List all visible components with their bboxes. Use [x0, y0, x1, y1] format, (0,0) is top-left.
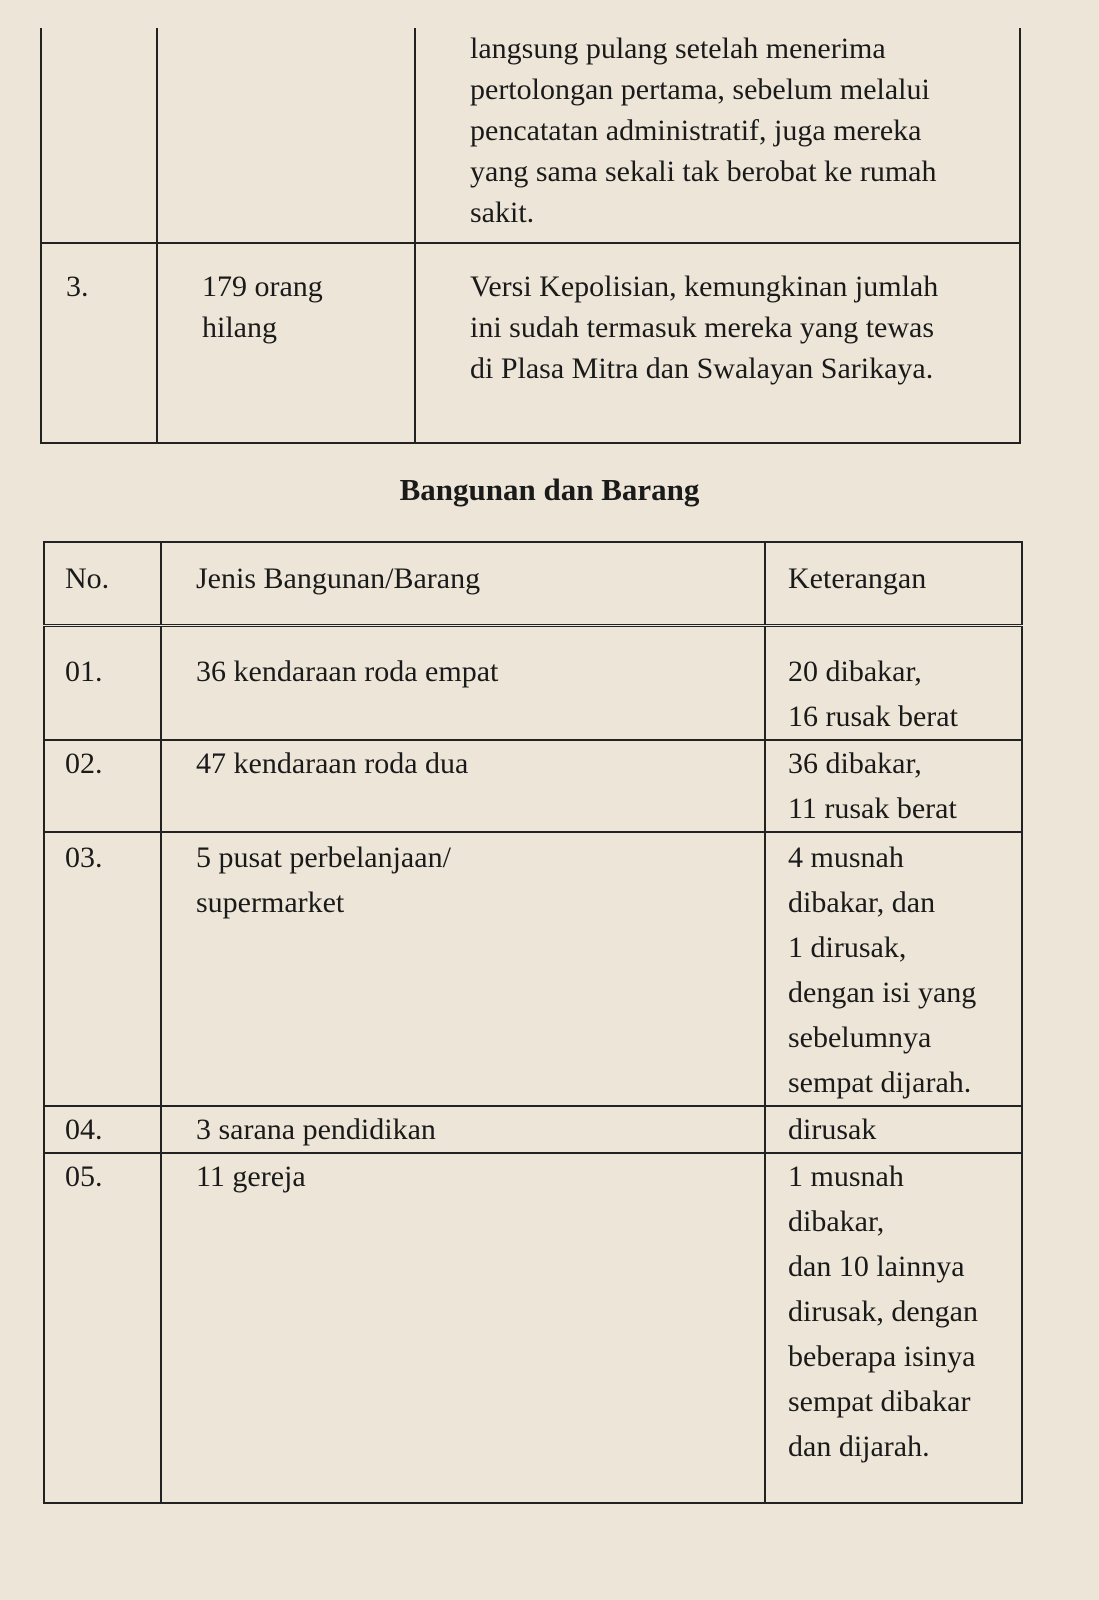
- header-note: Keterangan: [765, 542, 1022, 626]
- note-line: 4 musnah: [788, 841, 904, 874]
- row-number: 02.: [44, 740, 161, 832]
- row-number: 3.: [41, 243, 157, 443]
- count-line: hilang: [202, 311, 277, 344]
- note-line: sempat dibakar: [788, 1385, 971, 1418]
- row-note: [765, 832, 1022, 1106]
- row-count: [157, 243, 415, 443]
- table-row: [44, 740, 1022, 832]
- item-line: 47 kendaraan roda dua: [196, 747, 469, 780]
- note-line: sakit.: [470, 196, 535, 229]
- row-note: [415, 243, 1020, 443]
- table-row: [44, 626, 1022, 741]
- note-line: sebelumnya: [788, 1021, 932, 1054]
- note-line: dibakar,: [788, 1205, 885, 1238]
- item-line: 3 sarana pendidikan: [196, 1113, 436, 1146]
- note-line: 11 rusak berat: [788, 792, 957, 825]
- note-line: dengan isi yang: [788, 976, 977, 1009]
- buildings-table: [43, 541, 1023, 1504]
- row-item: [161, 740, 765, 832]
- note-line: yang sama sekali tak berobat ke rumah: [470, 155, 937, 188]
- section-heading: Bangunan dan Barang: [399, 472, 700, 507]
- header-item: Jenis Bangunan/Barang: [161, 542, 765, 626]
- table-row: [41, 243, 1020, 443]
- header-no: No.: [44, 542, 161, 626]
- note-line: sempat dijarah.: [788, 1066, 972, 1099]
- note-line: pertolongan pertama, sebelum melalui: [470, 73, 930, 106]
- row-note: [765, 1106, 1022, 1153]
- row-number: 01.: [44, 626, 161, 741]
- note-line: dan dijarah.: [788, 1430, 930, 1463]
- row-item: [161, 832, 765, 1106]
- note-line: dirusak, dengan: [788, 1295, 978, 1328]
- note-line: 1 musnah: [788, 1160, 904, 1193]
- row-number: 05.: [44, 1153, 161, 1503]
- row-number: 03.: [44, 832, 161, 1106]
- table-row: [44, 832, 1022, 1106]
- item-line: 5 pusat perbelanjaan/: [196, 841, 451, 874]
- note-line: dibakar, dan: [788, 886, 936, 919]
- row-number: [41, 28, 157, 243]
- note-line: 16 rusak berat: [788, 700, 958, 733]
- note-line: pencatatan administratif, juga mereka: [470, 114, 922, 147]
- table-row: [44, 1153, 1022, 1503]
- note-line: langsung pulang setelah menerima: [470, 32, 886, 65]
- note-line: 1 dirusak,: [788, 931, 907, 964]
- note-line: di Plasa Mitra dan Swalayan Sarikaya.: [470, 352, 934, 385]
- item-line: supermarket: [196, 886, 345, 919]
- row-note: [765, 626, 1022, 741]
- table-row: [41, 28, 1020, 243]
- note-line: beberapa isinya: [788, 1340, 976, 1373]
- note-line: 20 dibakar,: [788, 655, 922, 688]
- item-line: 36 kendaraan roda empat: [196, 655, 499, 688]
- note-line: Versi Kepolisian, kemungkinan jumlah: [470, 270, 939, 303]
- item-line: 11 gereja: [196, 1160, 306, 1193]
- row-item: [161, 1153, 765, 1503]
- row-count: [157, 28, 415, 243]
- count-line: 179 orang: [202, 270, 323, 303]
- row-item: [161, 626, 765, 741]
- note-line: ini sudah termasuk mereka yang tewas: [470, 311, 935, 344]
- note-line: dan 10 lainnya: [788, 1250, 965, 1283]
- note-line: 36 dibakar,: [788, 747, 922, 780]
- table-header-row: [44, 542, 1022, 626]
- table-row: [44, 1106, 1022, 1153]
- row-note: [765, 740, 1022, 832]
- row-note: [765, 1153, 1022, 1503]
- row-note: [415, 28, 1020, 243]
- row-number: 04.: [44, 1106, 161, 1153]
- casualties-table: [40, 28, 1021, 444]
- note-line: dirusak: [788, 1113, 877, 1146]
- row-item: [161, 1106, 765, 1153]
